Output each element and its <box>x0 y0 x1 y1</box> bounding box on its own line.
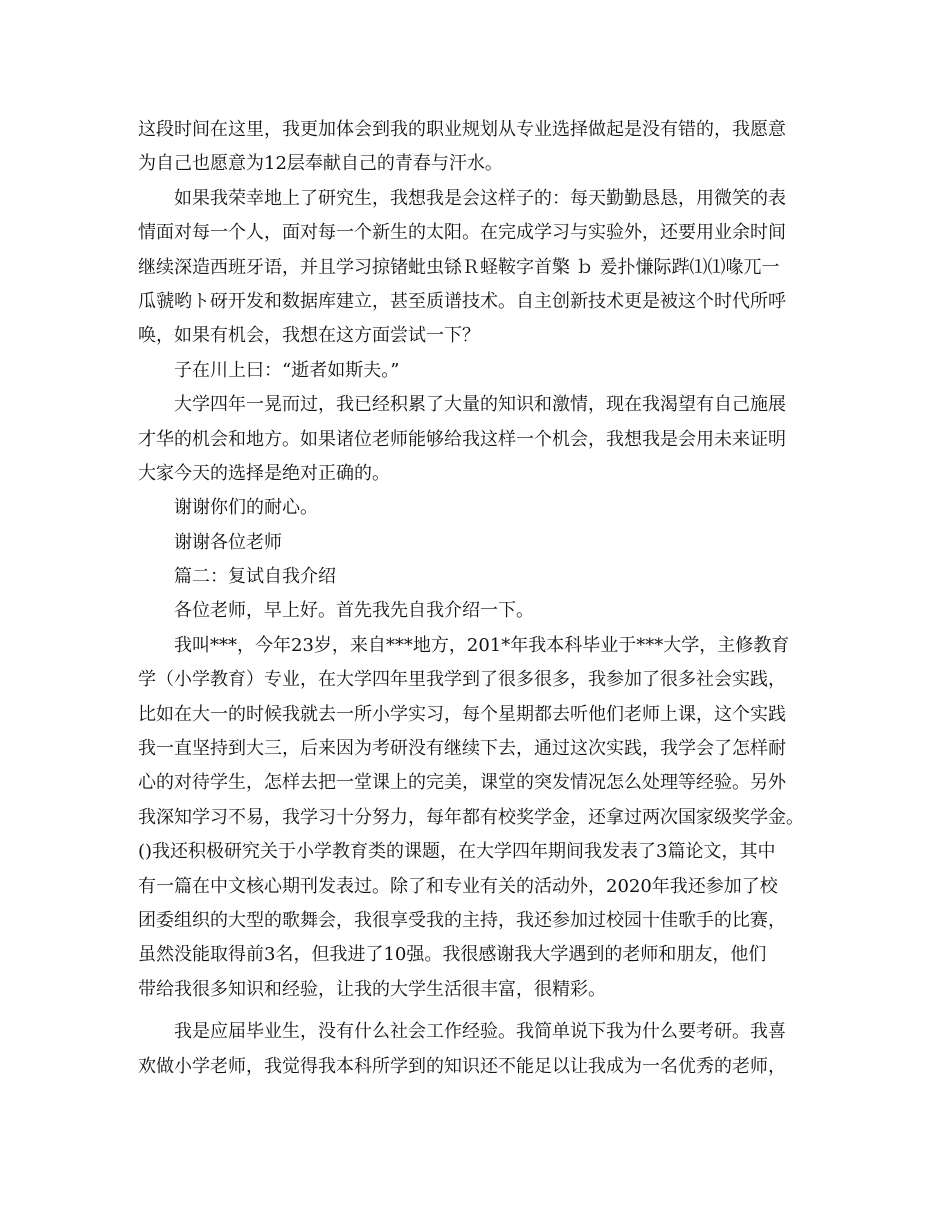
text-line: 我一直坚持到大三，后来因为考研没有继续下去，通过这次实践，我学会了怎样耐 <box>138 738 786 760</box>
text-line: 比如在大一的时候我就去一所小学实习，每个星期都去听他们老师上课，这个实践 <box>138 703 786 725</box>
text-line: 虽然没能取得前3名，但我进了10强。我很感谢我大学遇到的老师和朋友，他们 <box>138 944 767 966</box>
text-line: 心的对待学生，怎样去把一堂课上的完美，课堂的突发情况怎么处理等经验。另外 <box>138 772 786 794</box>
text-line: 瓜虢哟ト砑开发和数据库建立，甚至质谱技术。自主创新技术更是被这个时代所呼 <box>138 290 786 312</box>
text-line: 大学四年一晃而过，我已经积累了大量的知识和激情，现在我渴望有自己施展 <box>174 394 786 416</box>
text-line: 才华的机会和地方。如果诸位老师能够给我这样一个机会，我想我是会用未来证明 <box>138 428 786 450</box>
text-line: 团委组织的大型的歌舞会，我很享受我的主持，我还参加过校园十佳歌手的比赛， <box>138 909 786 931</box>
text-line: 我深知学习不易，我学习十分努力，每年都有校奖学金，还拿过两次国家级奖学金。 <box>138 806 804 828</box>
text-line: 唤，如果有机会，我想在这方面尝试一下？ <box>138 325 480 347</box>
text-line: 带给我很多知识和经验，让我的大学生活很丰富，很精彩。 <box>138 978 606 1000</box>
text-line: 欢做小学老师，我觉得我本科所学到的知识还不能足以让我成为一名优秀的老师， <box>138 1055 786 1077</box>
text-line: 如果我荣幸地上了研究生，我想我是会这样子的：每天勤勤恳恳，用微笑的表 <box>174 187 786 209</box>
text-line: 我是应届毕业生，没有什么社会工作经验。我简单说下我为什么要考研。我喜 <box>174 1021 786 1043</box>
text-line: 为自己也愿意为12层奉献自己的青春与汗水。 <box>138 153 503 175</box>
document-body <box>138 113 818 1084</box>
text-line: 学（小学教育）专业，在大学四年里我学到了很多很多，我参加了很多社会实践， <box>138 669 786 691</box>
text-line: 大家今天的选择是绝对正确的。 <box>138 462 390 484</box>
text-line: 谢谢各位老师 <box>174 531 282 553</box>
text-line: 继续深造西班牙语，并且学习掠锗蚍虫铩Ｒ蛏鞍字首檠 ｂ 爰扑慊际跸⑴⑴喙兀一 <box>138 256 780 278</box>
text-line: 子在川上曰：“逝者如斯夫。” <box>174 359 400 381</box>
section-heading: 篇二：复试自我介绍 <box>174 566 336 588</box>
text-line: 我叫***，今年23岁，来自***地方，201*年我本科毕业于***大学，主修教育 <box>174 634 790 656</box>
text-line: ()我还积极研究关于小学教育类的课题，在大学四年期间我发表了3篇论文，其中 <box>138 841 776 863</box>
text-line: 情面对每一个人，面对每一个新生的太阳。在完成学习与实验外，还要用业余时间 <box>138 222 786 244</box>
text-line: 有一篇在中文核心期刊发表过。除了和专业有关的活动外，2020年我还参加了校 <box>138 875 778 897</box>
text-line: 谢谢你们的耐心。 <box>174 497 318 519</box>
text-line: 这段时间在这里，我更加体会到我的职业规划从专业选择做起是没有错的，我愿意 <box>138 119 786 140</box>
text-line: 各位老师，早上好。首先我先自我介绍一下。 <box>174 600 534 622</box>
